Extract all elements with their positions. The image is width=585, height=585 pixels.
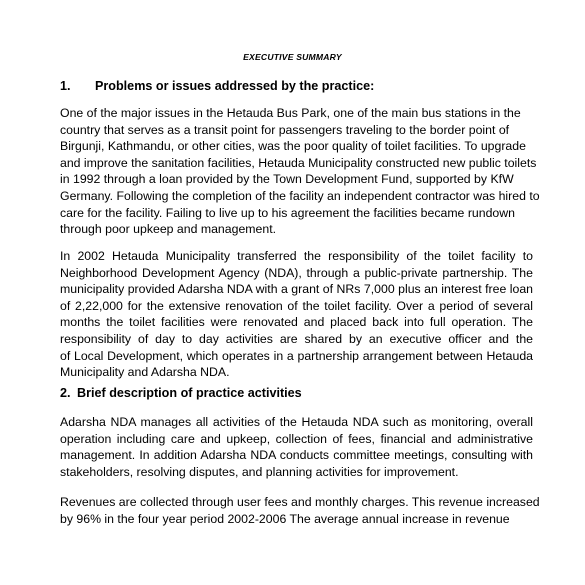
paragraph-line: of Local Development, which operates in a partnership arrangement between Hetauda: [60, 348, 533, 363]
paragraph-line: operation including care and upkeep, collection of fees, financial and administrative: [60, 431, 533, 446]
section-1-paragraph-2: [60, 248, 533, 381]
paragraph-line: Revenues are collected through user fees and monthly charges. This revenue increased: [60, 495, 540, 509]
section-2-heading: [60, 386, 302, 400]
paragraph-line: responsibility of day to day activities are shared by an executive officer and the: [60, 331, 533, 346]
paragraph-line: Neighborhood Development Agency (NDA), through a public-private partnership. The: [60, 265, 533, 280]
paragraph-line: municipality provided Adarsha NDA with a grant of NRs 7,000 plus an interest free loan: [60, 282, 533, 297]
paragraph-line: months the toilet facilities were renovated and placed back into full operation. The: [60, 315, 533, 330]
paragraph-line: by 96% in the four year period 2002-2006 The average annual increase in revenue: [60, 511, 510, 526]
paragraph-line: of 2,22,000 for the extensive renovation of the toilet facility. Over a period of several: [60, 298, 533, 313]
section-1-heading-text: Problems or issues addressed by the practice:: [95, 79, 375, 93]
section-2-number: 2.: [60, 386, 71, 400]
section-1-paragraph-1: [60, 105, 540, 238]
paragraph-line: and improve the sanitation facilities, Hetauda Municipality constructed new public toilets: [60, 155, 537, 170]
section-1-number: 1.: [60, 79, 71, 93]
paragraph-line: Adarsha NDA manages all activities of the Hetauda NDA such as monitoring, overall: [60, 415, 533, 429]
paragraph-line: through poor upkeep and management.: [60, 222, 277, 237]
paragraph-line: In 2002 Hetauda Municipality transferred the responsibility of the toilet facility to: [60, 249, 533, 263]
paragraph-line: Birgunji, Kathmandu, or other cities, was the poor quality of toilet facilities. To upgrade: [60, 139, 526, 154]
section-2-paragraph-2: [60, 494, 540, 527]
section-1-heading: [60, 79, 374, 93]
document-title: EXECUTIVE SUMMARY: [243, 52, 342, 62]
paragraph-line: stakeholders, resolving disputes, and planning activities for improvement.: [60, 464, 459, 479]
paragraph-line: care for the facility. Failing to live up to his agreement the facilities became rundown: [60, 205, 515, 220]
paragraph-line: One of the major issues in the Hetauda Bus Park, one of the main bus stations in the: [60, 106, 521, 120]
paragraph-line: country that serves as a transit point for passengers traveling to the border point of: [60, 122, 510, 137]
section-2-heading-text: Brief description of practice activities: [77, 386, 302, 400]
paragraph-line: Municipality and Adarsha NDA.: [60, 365, 230, 380]
paragraph-line: in 1992 through a loan provided by the Town Development Fund, supported by KfW: [60, 172, 514, 187]
paragraph-line: Germany. Following the completion of the facility an independent contractor was hired to: [60, 188, 540, 203]
paragraph-line: management. In addition Adarsha NDA conducts committee meetings, consulting with: [60, 448, 533, 463]
section-2-paragraph-1: [60, 414, 533, 480]
